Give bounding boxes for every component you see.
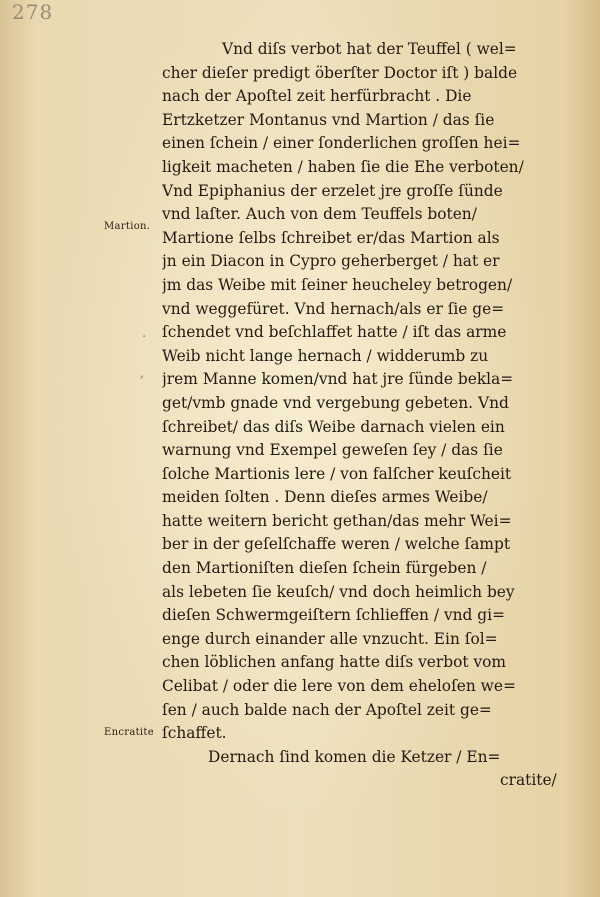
body-text	[162, 38, 594, 793]
text-line: nach der Apoſtel zeit herfürbracht . Die	[162, 87, 472, 106]
margin-mark: .	[142, 326, 147, 341]
text-line: jrem Manne komen/vnd hat jre ſünde bekla=	[162, 370, 514, 389]
text-line: ſen / auch balde nach der Apoſtel zeit ge=	[162, 700, 492, 719]
text-line: jm das Weibe mit ſeiner heucheley betrogen/	[162, 275, 513, 294]
text-line: Weib nicht lange hernach / widderumb zu	[162, 346, 489, 365]
text-line: Vnd diſs verbot hat der Teuffel ( wel=	[222, 40, 517, 58]
text-line: als lebeten ſie keuſch/ vnd doch heimlich bey	[162, 582, 515, 601]
text-line: ber in der geſelſchaffe weren / welche ſampt	[162, 535, 511, 554]
text-line: einen ſchein / einer ſonderlichen groſſen hei=	[162, 134, 521, 153]
text-line: ſolche Martionis lere / von falſcher keuſcheit	[162, 464, 512, 483]
text-line: vnd weggefüret. Vnd hernach/als er ſie ge=	[162, 299, 505, 318]
text-line: Dernach ſind komen die Ketzer / En=	[208, 747, 501, 766]
catchword: cratite/	[500, 771, 557, 790]
text-line: den Martioniſten dieſen ſchein fürgeben /	[162, 559, 487, 578]
page-number: 278	[12, 0, 54, 24]
text-line: meiden ſolten . Denn dieſes armes Weibe/	[162, 488, 488, 507]
text-line: get/vmb gnade vnd vergebung gebeten. Vnd	[162, 393, 509, 412]
text-line: hatte weitern bericht gethan/das mehr Wei=	[162, 511, 512, 530]
text-line: jn ein Diacon in Cypro geherberget / hat er	[162, 252, 500, 271]
text-line: Martione ſelbs ſchreibet er/das Martion als	[162, 228, 500, 247]
text-line: ligkeit macheten / haben ſie die Ehe verboten/	[162, 157, 524, 176]
text-line: Vnd Epiphanius der erzelet jre groſſe ſünde	[162, 181, 503, 200]
text-line: ſchreibet/ das diſs Weibe darnach vielen ein	[162, 417, 505, 436]
text-line: ſchendet vnd beſchlaffet hatte / iſt das arme	[162, 323, 507, 342]
text-line: Ertzketzer Montanus vnd Martion / das ſie	[162, 110, 495, 129]
margin-note-encratite: Encratite	[104, 727, 154, 738]
text-line: vnd laſter. Auch von dem Teuffels boten/	[162, 205, 477, 224]
margin-mark: ,	[140, 366, 145, 381]
text-line: Celibat / oder die lere von dem eheloſen we=	[162, 677, 516, 696]
text-line: ſchaffet.	[162, 724, 227, 743]
text-line: chen löblichen anfang hatte diſs verbot vom	[162, 653, 507, 672]
text-line: cher dieſer predigt öberſter Doctor iſt ) balde	[162, 63, 518, 82]
text-line: enge durch einander alle vnzucht. Ein ſol=	[162, 629, 498, 648]
text-line: dieſen Schwermgeiſtern ſchlieffen / vnd gi=	[162, 606, 505, 625]
margin-note-martion: Martion.	[104, 221, 151, 232]
text-line: warnung vnd Exempel geweſen ſey / das ſie	[162, 441, 503, 460]
